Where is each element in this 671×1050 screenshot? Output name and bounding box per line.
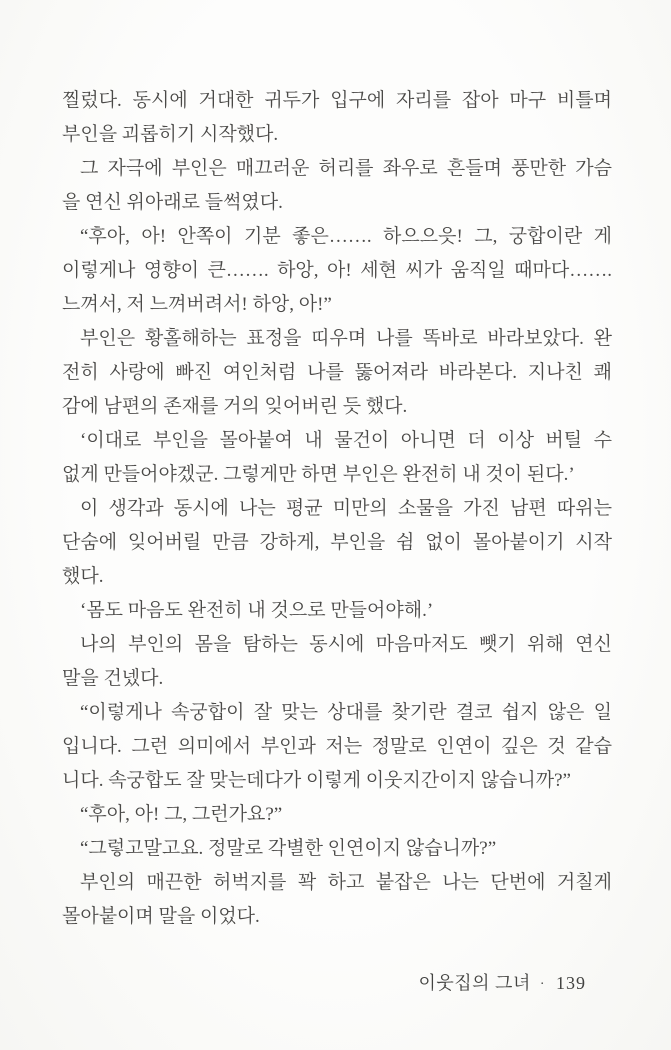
text-line: 말을 건넸다. bbox=[62, 668, 164, 689]
text-line: “그렇고말고요. 정말로 각별한 인연이지 않습니까?” bbox=[80, 838, 497, 859]
text-line: 단숨에 잊어버릴 만큼 강하게, 부인을 쉼 없이 몰아붙이기 시작 bbox=[62, 532, 612, 553]
text-line: ‘몸도 마음도 완전히 내 것으로 만들어야해.’ bbox=[80, 600, 434, 621]
text-line: 부인은 황홀해하는 표정을 띠우며 나를 똑바로 바라보았다. 완 bbox=[80, 328, 612, 349]
text-line: 부인을 괴롭히기 시작했다. bbox=[62, 124, 279, 145]
text-line: 했다. bbox=[62, 566, 104, 587]
text-line: 느껴서, 저 느껴버려서! 하앙, 아!” bbox=[62, 294, 332, 315]
text-line: 감에 남편의 존재를 거의 잊어버린 듯 했다. bbox=[62, 396, 408, 417]
text-line: 없게 만들어야겠군. 그렇게만 하면 부인은 완전히 내 것이 된다.’ bbox=[62, 464, 575, 485]
text-line: “이렇게나 속궁합이 잘 맞는 상대를 찾기란 결코 쉽지 않은 일 bbox=[80, 702, 612, 723]
page-footer bbox=[419, 971, 587, 997]
page-body bbox=[62, 84, 612, 934]
footer-separator-dot: · bbox=[539, 977, 545, 992]
text-line: 입니다. 그런 의미에서 부인과 저는 정말로 인연이 깊은 것 같습 bbox=[62, 736, 612, 757]
running-title: 이웃집의 그녀 bbox=[418, 973, 531, 993]
text-line: 니다. 속궁합도 잘 맞는데다가 이렇게 이웃지간이지 않습니까?” bbox=[62, 770, 571, 791]
text-line: 그 자극에 부인은 매끄러운 허리를 좌우로 흔들며 풍만한 가슴 bbox=[80, 158, 612, 179]
text-line: “후아, 아! 그, 그런가요?” bbox=[80, 804, 283, 825]
text-line: “후아, 아! 안쪽이 기분 좋은……. 하으으읏! 그, 궁합이란 게 bbox=[80, 226, 612, 247]
text-line: 몰아붙이며 말을 이었다. bbox=[62, 906, 260, 927]
text-line: 찔렀다. 동시에 거대한 귀두가 입구에 자리를 잡아 마구 비틀며 bbox=[62, 90, 612, 111]
text-line: 전히 사랑에 빠진 여인처럼 나를 뚫어져라 바라본다. 지나친 쾌 bbox=[62, 362, 612, 383]
text-line: 나의 부인의 몸을 탐하는 동시에 마음마저도 뺏기 위해 연신 bbox=[80, 634, 612, 655]
text-line: 부인의 매끈한 허벅지를 꽉 하고 붙잡은 나는 단번에 거칠게 bbox=[80, 872, 612, 893]
text-line: 이 생각과 동시에 나는 평균 미만의 소물을 가진 남편 따위는 bbox=[80, 498, 612, 519]
text-line: 이렇게나 영향이 큰……. 하앙, 아! 세현 씨가 움직일 때마다……. bbox=[62, 260, 612, 281]
text-line: ‘이대로 부인을 몰아붙여 내 물건이 아니면 더 이상 버틸 수 bbox=[80, 430, 612, 451]
text-line: 을 연신 위아래로 들썩였다. bbox=[62, 192, 283, 213]
page-number: 139 bbox=[556, 973, 586, 993]
